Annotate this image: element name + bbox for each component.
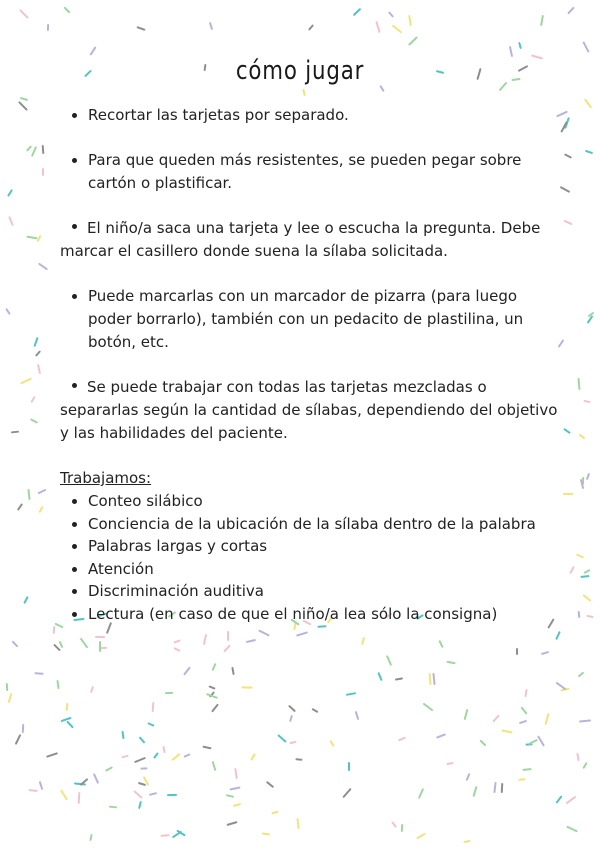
sprinkle bbox=[140, 767, 147, 769]
sprinkle bbox=[564, 220, 573, 225]
sprinkle bbox=[19, 9, 29, 19]
sprinkle bbox=[31, 147, 37, 158]
sprinkle bbox=[42, 168, 44, 176]
sprinkle bbox=[78, 792, 81, 804]
sprinkle bbox=[348, 762, 350, 771]
sprinkle bbox=[135, 757, 147, 763]
sprinkle bbox=[160, 834, 169, 837]
sprinkle bbox=[311, 708, 318, 713]
sprinkle bbox=[29, 789, 38, 792]
sprinkle bbox=[233, 803, 241, 807]
sprinkle bbox=[375, 21, 380, 33]
sprinkle bbox=[466, 773, 471, 781]
bullet-icon bbox=[72, 567, 77, 572]
sprinkle bbox=[578, 671, 585, 677]
sprinkle bbox=[583, 762, 588, 769]
sprinkle bbox=[289, 715, 293, 722]
bullet-icon bbox=[72, 544, 77, 549]
sprinkle bbox=[38, 263, 48, 271]
sprinkle bbox=[90, 46, 97, 55]
sprinkle bbox=[388, 12, 394, 19]
sprinkle bbox=[575, 553, 583, 558]
bullet-icon bbox=[72, 589, 77, 594]
sprinkle bbox=[203, 634, 207, 645]
sprinkle bbox=[479, 740, 486, 747]
sprinkle bbox=[47, 24, 49, 31]
sprinkle bbox=[583, 594, 592, 602]
sprinkle bbox=[138, 801, 142, 809]
sprinkle bbox=[578, 434, 585, 440]
sprinkle bbox=[302, 89, 306, 96]
sprinkle bbox=[579, 719, 591, 722]
sprinkle bbox=[586, 472, 590, 479]
sprinkle bbox=[39, 780, 44, 789]
skill-text: Lectura (en caso de que el niño/a lea sólo la consigna) bbox=[88, 604, 498, 623]
sprinkle bbox=[272, 811, 279, 815]
sprinkle bbox=[577, 611, 580, 618]
sprinkle bbox=[171, 753, 180, 761]
sprinkle bbox=[33, 337, 38, 347]
sprinkle bbox=[556, 795, 563, 803]
sprinkle bbox=[555, 631, 561, 640]
skill-text: Discriminación auditiva bbox=[88, 582, 264, 600]
sprinkle bbox=[26, 145, 32, 151]
sprinkle bbox=[342, 788, 351, 798]
sprinkle bbox=[66, 721, 74, 729]
sprinkle bbox=[167, 794, 177, 796]
sprinkle bbox=[563, 493, 573, 495]
instruction-item bbox=[60, 104, 560, 127]
sprinkle bbox=[417, 788, 423, 799]
sprinkle bbox=[122, 731, 125, 739]
sprinkle bbox=[386, 655, 392, 666]
sprinkle bbox=[173, 647, 180, 652]
sprinkle bbox=[408, 15, 412, 26]
sprinkle bbox=[122, 754, 129, 758]
sprinkle bbox=[60, 790, 68, 801]
sprinkle bbox=[493, 782, 496, 793]
instruction-item bbox=[60, 376, 560, 445]
sprinkle bbox=[59, 641, 64, 648]
sprinkle bbox=[493, 714, 501, 722]
sprinkle bbox=[540, 15, 544, 26]
sprinkle bbox=[581, 575, 590, 578]
bullet-icon bbox=[72, 158, 77, 163]
sprinkle bbox=[8, 693, 13, 703]
sprinkle bbox=[23, 596, 29, 604]
sprinkle bbox=[436, 734, 446, 739]
sprinkle bbox=[346, 693, 356, 697]
sprinkle bbox=[163, 746, 166, 753]
list-item bbox=[60, 603, 560, 626]
sprinkle bbox=[361, 637, 365, 645]
sprinkle bbox=[153, 753, 159, 760]
sprinkle bbox=[211, 761, 216, 771]
sprinkle bbox=[42, 144, 45, 153]
sprinkle bbox=[308, 24, 314, 31]
sprinkle bbox=[288, 705, 296, 713]
sprinkle bbox=[30, 419, 38, 425]
sprinkle bbox=[395, 677, 403, 680]
sprinkle bbox=[17, 503, 23, 511]
sprinkle bbox=[537, 736, 545, 747]
sprinkle bbox=[584, 569, 591, 574]
sprinkle bbox=[234, 768, 238, 779]
sprinkle bbox=[463, 840, 470, 843]
sprinkle bbox=[64, 7, 71, 14]
sprinkle bbox=[569, 566, 574, 574]
sprinkle bbox=[521, 706, 528, 714]
sprinkle bbox=[7, 189, 13, 197]
instruction-item bbox=[60, 149, 560, 195]
sprinkle bbox=[151, 702, 154, 712]
sprinkle bbox=[329, 740, 334, 747]
sprinkle bbox=[174, 640, 181, 644]
sprinkle bbox=[27, 488, 30, 499]
skill-text: Conteo silábico bbox=[88, 492, 203, 510]
sprinkle bbox=[80, 638, 89, 649]
sprinkle bbox=[99, 641, 101, 652]
instruction-text: El niño/a saca una tarjeta y lee o escucha la pregunta. Debe marcar el casillero donde suena la sílaba solicitada. bbox=[60, 219, 541, 260]
sprinkle bbox=[446, 661, 455, 665]
sprinkle bbox=[27, 236, 38, 240]
sprinkle bbox=[501, 783, 504, 793]
sprinkle bbox=[296, 758, 303, 761]
sprinkle bbox=[582, 42, 589, 54]
sprinkle bbox=[518, 41, 522, 48]
sprinkle bbox=[564, 428, 572, 434]
sprinkle bbox=[377, 672, 382, 681]
sprinkle bbox=[446, 762, 453, 765]
sprinkle bbox=[289, 741, 296, 744]
sprinkle bbox=[20, 97, 28, 101]
sprinkle bbox=[223, 645, 231, 653]
sprinkle bbox=[231, 667, 234, 675]
sprinkle bbox=[355, 711, 360, 720]
sprinkle bbox=[89, 834, 92, 841]
bullet-icon bbox=[72, 499, 77, 504]
sprinkle bbox=[31, 396, 36, 403]
instruction-item bbox=[60, 217, 560, 263]
sprinkle bbox=[584, 99, 592, 109]
sprinkle bbox=[391, 24, 402, 33]
sprinkle bbox=[93, 773, 99, 784]
sprinkle bbox=[226, 821, 237, 826]
sprinkle bbox=[422, 703, 433, 712]
sprinkle bbox=[544, 713, 549, 725]
sprinkle bbox=[353, 8, 362, 16]
sprinkle bbox=[136, 26, 145, 31]
sprinkle bbox=[501, 730, 512, 734]
section-heading: Trabajamos: bbox=[60, 469, 152, 487]
sprinkle bbox=[149, 792, 157, 796]
sprinkle bbox=[262, 832, 270, 835]
skill-text: Atención bbox=[88, 559, 154, 578]
list-item bbox=[60, 580, 560, 603]
sprinkle bbox=[37, 364, 41, 374]
sprinkle bbox=[577, 753, 580, 761]
bullet-icon bbox=[72, 612, 77, 617]
sprinkle bbox=[139, 736, 146, 743]
sprinkle bbox=[266, 781, 274, 788]
sprinkle bbox=[516, 648, 518, 655]
sprinkle bbox=[401, 824, 404, 832]
instruction-text: Puede marcarlas con un marcador de pizarra (para luego poder borrarlo), también con un pedacito de plastilina, un botón, etc. bbox=[88, 287, 524, 351]
sprinkle bbox=[416, 833, 426, 840]
skill-text: Palabras largas y cortas bbox=[88, 537, 268, 555]
sprinkle bbox=[203, 746, 212, 750]
sprinkle bbox=[35, 351, 41, 358]
list-item bbox=[60, 513, 560, 536]
sprinkle bbox=[519, 720, 527, 724]
sprinkle bbox=[109, 806, 117, 809]
instruction-item bbox=[60, 285, 560, 354]
sprinkle bbox=[567, 6, 575, 14]
sprinkle bbox=[429, 673, 432, 685]
sprinkle bbox=[35, 672, 44, 675]
sprinkle bbox=[566, 795, 577, 804]
sprinkle bbox=[22, 724, 24, 733]
sprinkle bbox=[6, 308, 12, 315]
instruction-text: Para que queden más resistentes, se pueden pegar sobre cartón o plastificar. bbox=[88, 151, 522, 192]
instruction-text: Se puede trabajar con todas las tarjetas mezcladas o separarlas según la cantidad de sílabas, dependiendo del objetivo y las habilidades del paciente. bbox=[60, 378, 558, 442]
sprinkle bbox=[250, 753, 256, 761]
sprinkle bbox=[90, 686, 94, 693]
sprinkle bbox=[398, 736, 406, 741]
bullet-icon bbox=[72, 383, 77, 388]
list-item bbox=[60, 558, 560, 581]
skills-list bbox=[60, 490, 560, 625]
sprinkle bbox=[6, 683, 8, 691]
sprinkle bbox=[296, 818, 299, 829]
sprinkle bbox=[587, 615, 594, 618]
sprinkle bbox=[165, 692, 173, 694]
list-item bbox=[60, 490, 560, 513]
sprinkle bbox=[242, 686, 253, 688]
sprinkle bbox=[392, 821, 398, 828]
sprinkle bbox=[212, 663, 217, 671]
sprinkle bbox=[11, 431, 19, 434]
sprinkle bbox=[95, 636, 105, 638]
sprinkle bbox=[578, 378, 581, 390]
sprinkle bbox=[567, 826, 579, 833]
sprinkle bbox=[524, 689, 527, 697]
sprinkle bbox=[258, 630, 270, 637]
sprinkle bbox=[183, 666, 191, 675]
sprinkle bbox=[408, 36, 418, 46]
sprinkle bbox=[38, 489, 47, 495]
sprinkle bbox=[184, 753, 191, 758]
sprinkle bbox=[209, 22, 213, 30]
sprinkle bbox=[147, 722, 154, 727]
sprinkle bbox=[226, 794, 234, 798]
sprinkle bbox=[585, 149, 593, 153]
sprinkle bbox=[46, 752, 58, 758]
instruction-text: Recortar las tarjetas por separado. bbox=[88, 106, 349, 124]
bullet-icon bbox=[72, 294, 77, 299]
sprinkle bbox=[211, 703, 219, 712]
sprinkle bbox=[528, 739, 538, 745]
sprinkle bbox=[464, 709, 469, 720]
instructions-body bbox=[60, 104, 560, 625]
sprinkle bbox=[36, 235, 41, 242]
sprinkle bbox=[560, 186, 571, 193]
sprinkle bbox=[564, 153, 572, 158]
sprinkle bbox=[105, 766, 113, 772]
bullet-icon bbox=[72, 224, 77, 229]
sprinkle bbox=[522, 768, 531, 771]
skill-text: Conciencia de la ubicación de la sílaba dentro de la palabra bbox=[88, 514, 536, 533]
sprinkle bbox=[438, 640, 443, 648]
list-item bbox=[60, 535, 560, 558]
sprinkle bbox=[432, 673, 435, 685]
sprinkle bbox=[133, 791, 143, 800]
sprinkle bbox=[56, 680, 59, 689]
sprinkle bbox=[39, 506, 44, 513]
sprinkle bbox=[15, 734, 22, 745]
sprinkle bbox=[66, 703, 69, 711]
sprinkle bbox=[540, 650, 548, 654]
sprinkle bbox=[246, 639, 256, 643]
sprinkle bbox=[296, 631, 308, 636]
sprinkle bbox=[209, 685, 216, 689]
sprinkle bbox=[53, 626, 56, 634]
bullet-icon bbox=[72, 522, 77, 527]
sprinkle bbox=[229, 786, 240, 790]
sprinkle bbox=[11, 640, 18, 647]
sprinkle bbox=[472, 786, 477, 797]
sprinkle bbox=[519, 778, 526, 781]
sprinkle bbox=[19, 101, 29, 111]
page-title: cómo jugar bbox=[235, 56, 365, 86]
sprinkle bbox=[583, 400, 590, 404]
bullet-icon bbox=[72, 113, 77, 118]
sprinkle bbox=[227, 631, 229, 641]
sprinkle bbox=[318, 625, 327, 628]
sprinkle bbox=[8, 216, 14, 226]
sprinkle bbox=[21, 378, 33, 385]
sprinkle bbox=[277, 734, 287, 743]
